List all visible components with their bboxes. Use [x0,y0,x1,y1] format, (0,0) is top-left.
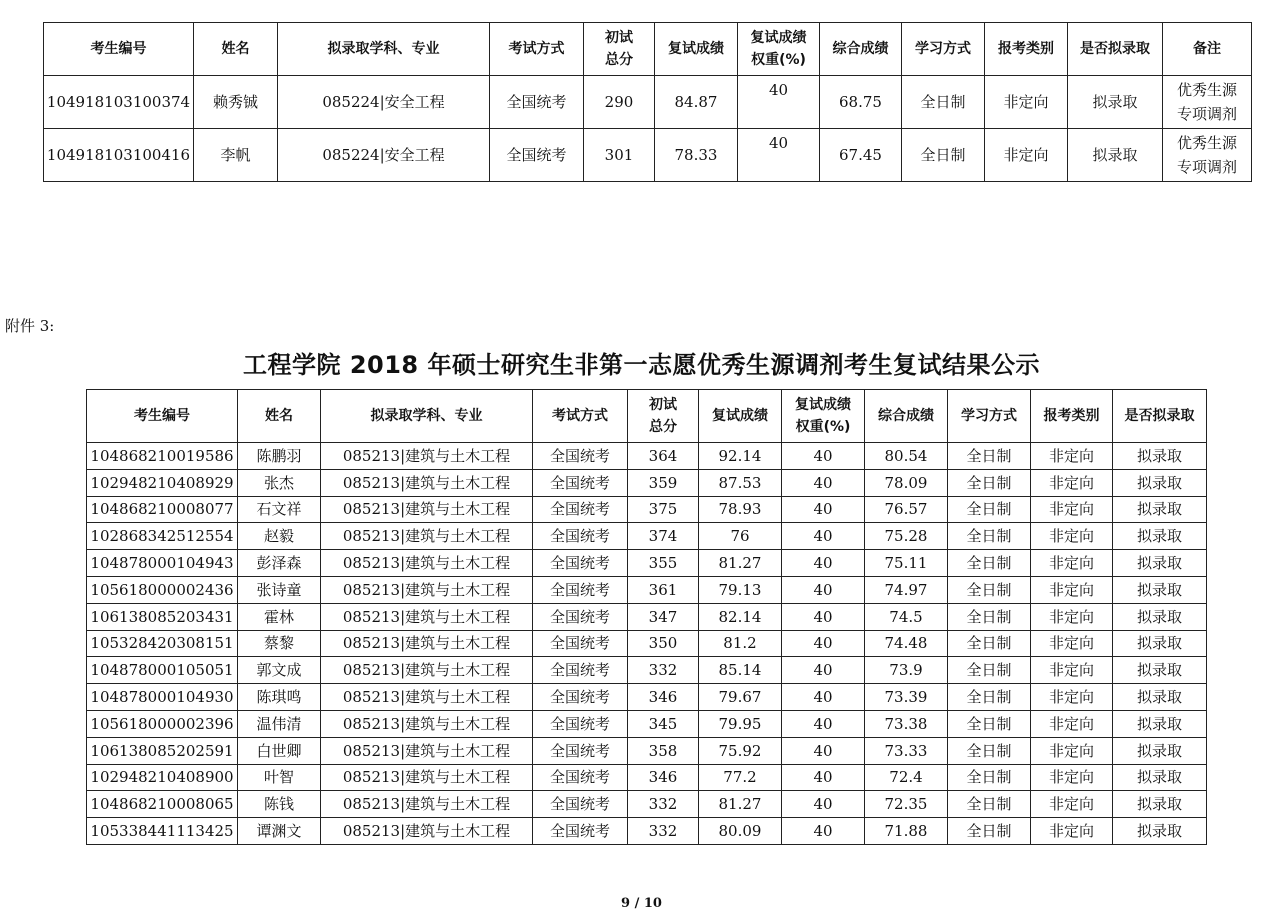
table-row [87,576,1207,603]
column-header: 初试 总分 [628,390,699,443]
table-cell: 105328420308151 [87,630,238,657]
table-cell: 87.53 [699,469,782,496]
table-cell: 78.09 [865,469,948,496]
table-cell: 全国统考 [533,469,628,496]
table-row [87,630,1207,657]
table-row [87,737,1207,764]
table-cell: 非定向 [1031,576,1113,603]
column-header: 初试 总分 [584,23,655,76]
table-cell: 79.13 [699,576,782,603]
table-cell: 40 [782,523,865,550]
attachment-label: 附件 3: [5,317,55,335]
table-cell: 085213|建筑与土木工程 [321,818,533,845]
table-cell: 102868342512554 [87,523,238,550]
table-cell: 全国统考 [533,657,628,684]
column-header: 拟录取学科、专业 [321,390,533,443]
table-cell: 72.4 [865,764,948,791]
table-cell: 全日制 [948,684,1031,711]
table-cell: 74.97 [865,576,948,603]
table-header-row [87,390,1207,443]
table-cell: 非定向 [1031,684,1113,711]
table-cell: 40 [782,576,865,603]
table-cell: 102948210408929 [87,469,238,496]
table-cell: 75.92 [699,737,782,764]
table-cell: 非定向 [1031,737,1113,764]
table-cell: 非定向 [1031,603,1113,630]
table-cell: 361 [628,576,699,603]
table-cell: 085213|建筑与土木工程 [321,469,533,496]
table-cell: 非定向 [985,76,1068,129]
table-cell: 全日制 [948,737,1031,764]
table-cell: 拟录取 [1113,737,1207,764]
table-cell: 全国统考 [533,603,628,630]
table-cell: 蔡黎 [238,630,321,657]
table-cell: 40 [782,818,865,845]
table-cell: 拟录取 [1113,523,1207,550]
column-header: 考试方式 [490,23,584,76]
table-cell: 73.33 [865,737,948,764]
table-cell: 全国统考 [533,496,628,523]
table-cell: 张诗童 [238,576,321,603]
table-cell: 79.95 [699,710,782,737]
table-cell: 085213|建筑与土木工程 [321,523,533,550]
column-header: 报考类别 [1031,390,1113,443]
table-cell: 非定向 [1031,710,1113,737]
table-cell: 张杰 [238,469,321,496]
table-row [44,129,1252,182]
column-header: 学习方式 [948,390,1031,443]
table-cell: 106138085203431 [87,603,238,630]
column-header: 考试方式 [533,390,628,443]
table-cell: 40 [782,550,865,577]
table-cell: 81.27 [699,550,782,577]
table-cell: 358 [628,737,699,764]
table-cell: 40 [738,129,820,182]
table-cell: 赵毅 [238,523,321,550]
table-cell: 40 [782,791,865,818]
table-cell: 全日制 [948,710,1031,737]
table-cell: 71.88 [865,818,948,845]
column-header: 复试成绩 权重(%) [738,23,820,76]
table-cell: 全国统考 [533,550,628,577]
table-cell: 102948210408900 [87,764,238,791]
table-cell: 085213|建筑与土木工程 [321,576,533,603]
table-cell: 359 [628,469,699,496]
table-cell: 105618000002436 [87,576,238,603]
table-cell: 40 [738,76,820,129]
table-cell: 105618000002396 [87,710,238,737]
table-cell: 74.5 [865,603,948,630]
table-cell: 陈鹏羽 [238,443,321,470]
table-cell: 345 [628,710,699,737]
table-cell: 陈琪鸣 [238,684,321,711]
table-cell: 拟录取 [1113,710,1207,737]
table-cell: 优秀生源 专项调剂 [1163,129,1252,182]
table-cell: 赖秀铖 [194,76,278,129]
table-cell: 104878000104930 [87,684,238,711]
table-cell: 全国统考 [533,630,628,657]
table-cell: 75.11 [865,550,948,577]
table-cell: 40 [782,737,865,764]
table-cell: 全日制 [948,576,1031,603]
table-cell: 非定向 [1031,630,1113,657]
table-cell: 73.38 [865,710,948,737]
table-cell: 彭泽森 [238,550,321,577]
table-cell: 80.54 [865,443,948,470]
table-cell: 104868210008065 [87,791,238,818]
table-row [87,657,1207,684]
table-cell: 085224|安全工程 [278,76,490,129]
table-cell: 非定向 [1031,523,1113,550]
table-cell: 石文祥 [238,496,321,523]
table-cell: 76 [699,523,782,550]
table-row [87,684,1207,711]
column-header: 复试成绩 权重(%) [782,390,865,443]
table-cell: 非定向 [1031,550,1113,577]
table-cell: 拟录取 [1113,443,1207,470]
table-cell: 332 [628,791,699,818]
table-cell: 非定向 [1031,496,1113,523]
table-cell: 085213|建筑与土木工程 [321,496,533,523]
table-cell: 40 [782,469,865,496]
table-cell: 非定向 [1031,469,1113,496]
table-cell: 332 [628,818,699,845]
table-cell: 优秀生源 专项调剂 [1163,76,1252,129]
table-row [87,550,1207,577]
table-cell: 78.93 [699,496,782,523]
table-cell: 全日制 [948,764,1031,791]
column-header: 学习方式 [902,23,985,76]
table-cell: 拟录取 [1113,764,1207,791]
table-cell: 085213|建筑与土木工程 [321,603,533,630]
table-cell: 全日制 [948,818,1031,845]
table-cell: 全日制 [948,791,1031,818]
table-cell: 非定向 [985,129,1068,182]
table-cell: 拟录取 [1113,684,1207,711]
column-header: 考生编号 [44,23,194,76]
table-cell: 355 [628,550,699,577]
table-cell: 40 [782,443,865,470]
table-cell: 085213|建筑与土木工程 [321,443,533,470]
table-cell: 全国统考 [533,710,628,737]
table-cell: 085213|建筑与土木工程 [321,550,533,577]
table-cell: 40 [782,630,865,657]
table-cell: 拟录取 [1113,550,1207,577]
table-cell: 全日制 [948,443,1031,470]
table-cell: 拟录取 [1068,129,1163,182]
table-row [44,76,1252,129]
table-cell: 40 [782,496,865,523]
table-cell: 拟录取 [1113,791,1207,818]
column-header: 考生编号 [87,390,238,443]
table-row [87,764,1207,791]
table-cell: 全国统考 [533,764,628,791]
table-cell: 全日制 [948,657,1031,684]
table-cell: 375 [628,496,699,523]
table-cell: 78.33 [655,129,738,182]
table-cell: 085224|安全工程 [278,129,490,182]
table-cell: 40 [782,684,865,711]
table-cell: 白世卿 [238,737,321,764]
table-row [87,818,1207,845]
table-cell: 40 [782,657,865,684]
table-cell: 301 [584,129,655,182]
page-number: 9 / 10 [621,896,662,911]
column-header: 备注 [1163,23,1252,76]
table-cell: 085213|建筑与土木工程 [321,630,533,657]
table-cell: 全日制 [948,469,1031,496]
table-cell: 郭文成 [238,657,321,684]
table-cell: 全国统考 [490,76,584,129]
table-cell: 104918103100416 [44,129,194,182]
table-row [87,443,1207,470]
table-cell: 104868210008077 [87,496,238,523]
table-cell: 374 [628,523,699,550]
table-cell: 全日制 [948,550,1031,577]
table-cell: 106138085202591 [87,737,238,764]
table-cell: 拟录取 [1113,603,1207,630]
table-cell: 非定向 [1031,791,1113,818]
table-cell: 叶智 [238,764,321,791]
table-cell: 全国统考 [490,129,584,182]
table-row [87,791,1207,818]
table-cell: 温伟清 [238,710,321,737]
table-cell: 77.2 [699,764,782,791]
table-cell: 40 [782,764,865,791]
table-cell: 拟录取 [1113,576,1207,603]
table-cell: 霍林 [238,603,321,630]
table-cell: 67.45 [820,129,902,182]
table-cell: 80.09 [699,818,782,845]
table-cell: 拟录取 [1113,496,1207,523]
table-cell: 陈钱 [238,791,321,818]
table-cell: 105338441113425 [87,818,238,845]
column-header: 复试成绩 [655,23,738,76]
table-cell: 85.14 [699,657,782,684]
table-cell: 全国统考 [533,576,628,603]
table-cell: 全日制 [902,129,985,182]
document-title: 工程学院 2018 年硕士研究生非第一志愿优秀生源调剂考生复试结果公示 [242,351,1040,379]
column-header: 综合成绩 [865,390,948,443]
table-cell: 347 [628,603,699,630]
table-cell: 350 [628,630,699,657]
table-cell: 79.67 [699,684,782,711]
table-cell: 085213|建筑与土木工程 [321,657,533,684]
table-cell: 75.28 [865,523,948,550]
table-header-row [44,23,1252,76]
table-cell: 全日制 [948,603,1031,630]
table-row [87,710,1207,737]
table-cell: 085213|建筑与土木工程 [321,791,533,818]
column-header: 复试成绩 [699,390,782,443]
table-cell: 346 [628,764,699,791]
table-row [87,469,1207,496]
table-cell: 73.39 [865,684,948,711]
table-cell: 全日制 [948,523,1031,550]
table-cell: 104868210019586 [87,443,238,470]
column-header: 姓名 [238,390,321,443]
table-cell: 拟录取 [1113,630,1207,657]
table-cell: 085213|建筑与土木工程 [321,737,533,764]
table-cell: 73.9 [865,657,948,684]
table-cell: 非定向 [1031,657,1113,684]
table-cell: 332 [628,657,699,684]
table-cell: 290 [584,76,655,129]
table-cell: 全国统考 [533,737,628,764]
table-cell: 364 [628,443,699,470]
table-cell: 李帆 [194,129,278,182]
table-cell: 全国统考 [533,791,628,818]
table-row [87,603,1207,630]
table-cell: 84.87 [655,76,738,129]
table-cell: 085213|建筑与土木工程 [321,684,533,711]
results-table [86,389,1207,845]
table-row [87,496,1207,523]
column-header: 拟录取学科、专业 [278,23,490,76]
column-header: 是否拟录取 [1068,23,1163,76]
table-cell: 104918103100374 [44,76,194,129]
table-cell: 76.57 [865,496,948,523]
table-cell: 81.27 [699,791,782,818]
table-cell: 81.2 [699,630,782,657]
table-cell: 全国统考 [533,818,628,845]
table-cell: 非定向 [1031,443,1113,470]
column-header: 是否拟录取 [1113,390,1207,443]
table-cell: 72.35 [865,791,948,818]
table-cell: 全日制 [948,496,1031,523]
column-header: 报考类别 [985,23,1068,76]
table-cell: 非定向 [1031,764,1113,791]
table-cell: 拟录取 [1068,76,1163,129]
top-results-table [43,22,1252,182]
table-cell: 92.14 [699,443,782,470]
table-cell: 全日制 [948,630,1031,657]
table-cell: 104878000104943 [87,550,238,577]
column-header: 姓名 [194,23,278,76]
table-cell: 全国统考 [533,443,628,470]
table-cell: 40 [782,603,865,630]
table-cell: 82.14 [699,603,782,630]
table-cell: 非定向 [1031,818,1113,845]
table-cell: 346 [628,684,699,711]
table-cell: 谭渊文 [238,818,321,845]
table-cell: 104878000105051 [87,657,238,684]
table-cell: 全国统考 [533,684,628,711]
column-header: 综合成绩 [820,23,902,76]
table-cell: 拟录取 [1113,818,1207,845]
table-cell: 68.75 [820,76,902,129]
table-cell: 全日制 [902,76,985,129]
table-cell: 全国统考 [533,523,628,550]
table-cell: 拟录取 [1113,657,1207,684]
table-cell: 拟录取 [1113,469,1207,496]
table-cell: 74.48 [865,630,948,657]
table-cell: 085213|建筑与土木工程 [321,710,533,737]
table-cell: 40 [782,710,865,737]
table-row [87,523,1207,550]
table-cell: 085213|建筑与土木工程 [321,764,533,791]
